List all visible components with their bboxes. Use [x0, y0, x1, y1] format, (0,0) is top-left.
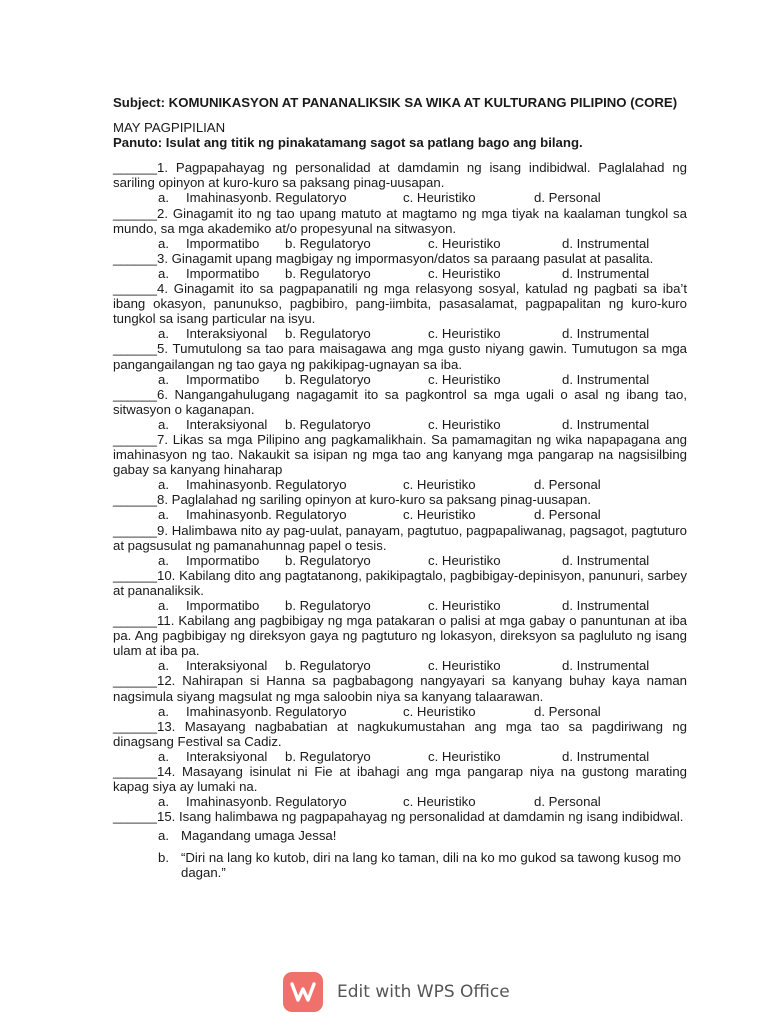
question-3: ______3. Ginagamit upang magbigay ng impormasyon/datos sa paraang pasulat at pasalita.: [113, 250, 654, 266]
question-8: ______8. Paglalahad ng sariling opinyon at kuro-kuro sa paksang pinag-uusapan.: [113, 492, 592, 508]
option-0: a.: [158, 598, 169, 613]
option-3: c. Heuristiko: [428, 265, 501, 281]
question-12-options: [113, 704, 687, 719]
question-5-options: [113, 372, 687, 387]
question-1: ______1. Pagpapahayag ng personalidad at damdamin ng isang indibidwal. Paglalahad ng sariling opinyon at kuro-kuro sa paksang pinag-uusapan.: [113, 160, 687, 191]
question-6: ______6. Nangangahulugang nagagamit ito sa pagkontrol sa mga ugali o asal ng ibang tao, sitwasyon o kaganapan.: [113, 386, 687, 417]
option-3: d. Personal: [534, 703, 601, 719]
option-2: c. Heuristiko: [403, 477, 476, 493]
question-9: ______9. Halimbawa nito ay pag-uulat, panayam, pagtutuo, pagpapaliwanag, pagsagot, pagtuturo at pagsusulat ng pamanahunnag papel o tesis.: [113, 522, 687, 553]
option-2: b. Regulatoryo: [285, 748, 371, 764]
question-11: ______11. Kabilang ang pagbibigay ng mga patakaran o palisi at mga gabay o panuntunan at iba pa. Ang pagbibigay ng direksyon gaya ng pagtuturo ng lokasyon, direksyon sa pagluluto ng isang ulam at iba pa.: [113, 613, 687, 659]
option-1: Impormatibo: [186, 552, 260, 568]
option-1: Impormatibo: [186, 265, 260, 281]
question-3-options: [113, 266, 687, 281]
option-3: c. Heuristiko: [428, 552, 501, 568]
option-4: d. Instrumental: [562, 416, 650, 432]
option-0: a.: [158, 190, 169, 206]
option-3: d. Personal: [534, 507, 601, 523]
option-1: Interaksiyonal: [186, 416, 268, 432]
option-4: d. Instrumental: [562, 265, 650, 281]
option-4: d. Instrumental: [562, 748, 650, 764]
option-0: a.: [158, 265, 169, 281]
question-1-options: [113, 190, 687, 205]
option-1: Impormatibo: [186, 235, 260, 251]
option-2: c. Heuristiko: [403, 190, 476, 206]
option-3: c. Heuristiko: [428, 598, 501, 613]
option-4: d. Instrumental: [562, 326, 650, 342]
option-0: a.: [158, 416, 169, 432]
option-2: b. Regulatoryo: [285, 598, 371, 613]
option-2: c. Heuristiko: [403, 794, 476, 810]
option-3: c. Heuristiko: [428, 326, 501, 342]
q15-choice-list: [113, 828, 687, 879]
q15-choice-a: [113, 828, 687, 843]
question-15: ______15. Isang halimbawa ng pagpapahayag ng personalidad at damdamin ng isang indibidwal.: [113, 809, 684, 825]
option-0: a.: [158, 748, 169, 764]
wps-edit-label[interactable]: Edit with WPS Office: [337, 982, 510, 1002]
option-2: b. Regulatoryo: [285, 326, 371, 342]
choice-label: a.: [158, 828, 169, 844]
question-2: ______2. Ginagamit ito ng tao upang matuto at magtamo ng mga tiyak na kaalaman tungkol sa mundo, sa mga akademiko at/o propesyunal na sitwasyon.: [113, 205, 687, 236]
option-4: d. Instrumental: [562, 371, 650, 387]
option-0: a.: [158, 703, 169, 719]
option-1: Impormatibo: [186, 598, 260, 613]
option-4: d. Instrumental: [562, 598, 650, 613]
option-3: d. Personal: [534, 190, 601, 206]
option-0: a.: [158, 794, 169, 810]
option-0: a.: [158, 552, 169, 568]
option-2: c. Heuristiko: [403, 703, 476, 719]
option-0: a.: [158, 507, 169, 523]
question-5: ______5. Tumutulong sa tao para maisagawa ang mga gusto niyang gawin. Tumutugon sa mga pangangailangan ng tao gaya ng pakikipag-ugnayan sa iba.: [113, 341, 687, 372]
choice-text: Magandang umaga Jessa!: [181, 828, 337, 844]
option-2: b. Regulatoryo: [285, 552, 371, 568]
document-page: [113, 95, 687, 880]
subject-heading: Subject: KOMUNIKASYON AT PANANALIKSIK SA WIKA AT KULTURANG PILIPINO (CORE): [113, 95, 678, 110]
option-1: Interaksiyonal: [186, 748, 268, 764]
question-6-options: [113, 417, 687, 432]
wps-edit-banner[interactable]: [283, 972, 510, 1012]
option-1: Imahinasyonb. Regulatoryo: [186, 794, 347, 810]
option-4: d. Instrumental: [562, 552, 650, 568]
question-13: ______13. Masayang nagbabatian at nagkukumustahan ang mga tao sa pagdiriwang ng dinagsang Festival sa Cadiz.: [113, 718, 687, 749]
question-14: ______14. Masayang isinulat ni Fie at ibahagi ang mga pangarap niya na gustong marating kapag siya ay lumaki na.: [113, 764, 687, 795]
option-2: b. Regulatoryo: [285, 371, 371, 387]
section-heading: MAY PAGPIPILIAN: [113, 120, 226, 136]
option-2: c. Heuristiko: [403, 507, 476, 523]
option-4: d. Instrumental: [562, 658, 650, 674]
option-0: a.: [158, 477, 169, 493]
question-8-options: [113, 507, 687, 522]
option-4: d. Instrumental: [562, 235, 650, 251]
option-1: Interaksiyonal: [186, 658, 268, 674]
option-1: Impormatibo: [186, 371, 260, 387]
option-0: a.: [158, 235, 169, 251]
option-2: b. Regulatoryo: [285, 235, 371, 251]
question-2-options: [113, 236, 687, 251]
option-0: a.: [158, 371, 169, 387]
choice-label: b.: [158, 849, 169, 865]
choice-text: “Diri na lang ko kutob, diri na lang ko taman, dili na ko mo gukod sa tawong kusog mo dagan.”: [181, 849, 681, 880]
option-0: a.: [158, 326, 169, 342]
question-11-options: [113, 658, 687, 673]
option-2: b. Regulatoryo: [285, 658, 371, 674]
option-2: b. Regulatoryo: [285, 265, 371, 281]
option-3: c. Heuristiko: [428, 235, 501, 251]
question-4-options: [113, 326, 687, 341]
option-1: Imahinasyonb. Regulatoryo: [186, 190, 347, 206]
question-12: ______12. Nahirapan si Hanna sa pagbabagong nangyayari sa kanyang buhay kaya naman nagsimula siyang magsulat ng mga saloobin niya sa kanyang talaarawan.: [113, 673, 687, 704]
q15-choice-b: [113, 850, 687, 880]
question-list: [113, 160, 687, 824]
option-3: c. Heuristiko: [428, 371, 501, 387]
option-1: Interaksiyonal: [186, 326, 268, 342]
option-1: Imahinasyonb. Regulatoryo: [186, 703, 347, 719]
option-1: Imahinasyonb. Regulatoryo: [186, 507, 347, 523]
option-3: c. Heuristiko: [428, 658, 501, 674]
option-3: d. Personal: [534, 477, 601, 493]
question-10: ______10. Kabilang dito ang pagtatanong, pakikipagtalo, pagbibigay-depinisyon, panunuri, sarbey at pananaliksik.: [113, 567, 687, 598]
option-2: b. Regulatoryo: [285, 416, 371, 432]
question-7: ______7. Likas sa mga Pilipino ang pagkamalikhain. Sa pamamagitan ng wika napapagana ang imahinasyon ng tao. Nakaukit sa isipan ng mga tao ang kanyang mga pangarap na nagsisilbing gabay sa kanyang hinaharap: [113, 431, 687, 478]
instruction-text: Panuto: Isulat ang titik ng pinakatamang sagot sa patlang bago ang bilang.: [113, 135, 583, 151]
question-7-options: [113, 477, 687, 492]
option-3: c. Heuristiko: [428, 416, 501, 432]
question-14-options: [113, 794, 687, 809]
option-3: d. Personal: [534, 794, 601, 810]
option-0: a.: [158, 658, 169, 674]
option-1: Imahinasyonb. Regulatoryo: [186, 477, 347, 493]
question-13-options: [113, 749, 687, 764]
option-3: c. Heuristiko: [428, 748, 501, 764]
question-4: ______4. Ginagamit ito sa pagpapanatili ng mga relasyong sosyal, katulad ng pagbati sa iba’t ibang okasyon, panunukso, pagbibiro, pang-iimbita, pasasalamat, pagpapalitan ng kuro-kuro tungkol sa isang particular na isyu.: [113, 281, 687, 327]
question-9-options: [113, 553, 687, 568]
wps-w-icon: [283, 972, 323, 1012]
question-10-options: [113, 598, 687, 613]
